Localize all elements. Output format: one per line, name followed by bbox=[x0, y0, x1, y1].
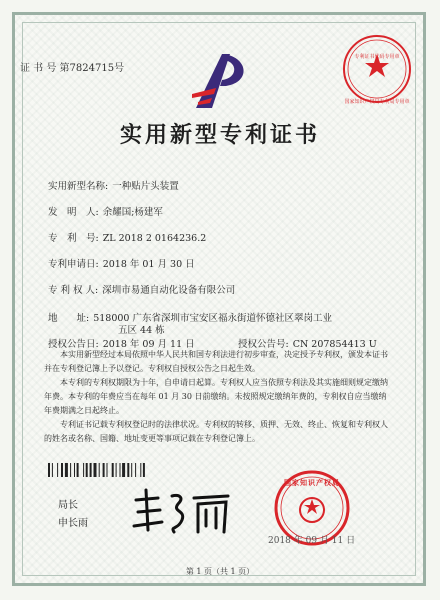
field-patentee bbox=[48, 282, 235, 296]
director-name: 申长雨 bbox=[58, 518, 88, 529]
field-label: 专 利 号: bbox=[48, 233, 99, 244]
field-value: CN 207854413 U bbox=[292, 339, 377, 350]
barcode-icon bbox=[48, 463, 180, 477]
field-label: 专 利 权 人: bbox=[48, 285, 99, 296]
field-inventor bbox=[48, 204, 163, 218]
field-value: 深圳市易通自动化设备有限公司 bbox=[102, 285, 236, 296]
field-value: 2018 年 01 月 30 日 bbox=[102, 259, 195, 270]
field-label: 授权公告日: bbox=[48, 339, 99, 350]
seal-top-center-text: 专利证书代码专用章 bbox=[354, 54, 400, 60]
field-value: 余耀国;杨建军 bbox=[102, 207, 163, 218]
seal-bottom-text: 国家知识产权局 bbox=[284, 478, 340, 487]
field-label: 地 址: bbox=[48, 313, 90, 324]
director-title: 局长 bbox=[58, 500, 78, 511]
field-label: 实用新型名称: bbox=[48, 181, 109, 192]
body-paragraph: 本专利的专利权期限为十年，自申请日起算。专利权人应当依照专利法及其实施细则规定缴纳年费。本专利的年费应当在每年 01 月 30 日前缴纳。未按照规定缴纳年费的，专利权自应当缴纳年费期满之日起终止。 bbox=[44, 378, 388, 415]
patent-office-seal-icon bbox=[340, 32, 414, 106]
body-paragraph: 专利证书记载专利权登记时的法律状况。专利权的转移、质押、无效、终止、恢复和专利权人的姓名或名称、国籍、地址变更等事项记载在专利登记簿上。 bbox=[44, 420, 388, 443]
body-paragraph: 本实用新型经过本局依照中华人民共和国专利法进行初步审查，决定授予专利权，颁发本证书并在专利登记簿上予以登记。专利权自授权公告之日起生效。 bbox=[44, 350, 388, 373]
field-label: 专利申请日: bbox=[48, 259, 99, 270]
field-address bbox=[48, 310, 332, 324]
seal-top-text: 国家知识产权局专利局专用章 bbox=[344, 99, 410, 105]
certificate-title: 实用新型专利证书 bbox=[119, 122, 320, 148]
signature-icon bbox=[128, 486, 238, 540]
stamp-date: 2018 年 09 月 11 日 bbox=[268, 536, 356, 546]
field-value: 518000 广东省深圳市宝安区福永街道怀德社区翠岗工业 bbox=[93, 313, 332, 324]
certificate-number: 证 书 号 第7824715号 bbox=[20, 63, 125, 74]
field-value: 一种贴片头装置 bbox=[112, 181, 179, 192]
page-footer: 第 1 页（共 1 页） bbox=[185, 567, 255, 576]
field-utility-model-name bbox=[48, 178, 179, 192]
field-patent-number bbox=[48, 230, 206, 244]
field-label: 发 明 人: bbox=[48, 207, 99, 218]
field-value: ZL 2018 2 0164236.2 bbox=[102, 233, 207, 244]
field-address-line-2: 五区 44 栋 bbox=[118, 325, 165, 336]
field-value: 2018 年 09 月 11 日 bbox=[102, 339, 195, 350]
cnipa-logo-icon bbox=[186, 48, 258, 112]
field-label: 授权公告号: bbox=[238, 339, 289, 350]
certificate-body bbox=[44, 348, 392, 446]
field-application-date bbox=[48, 256, 195, 270]
